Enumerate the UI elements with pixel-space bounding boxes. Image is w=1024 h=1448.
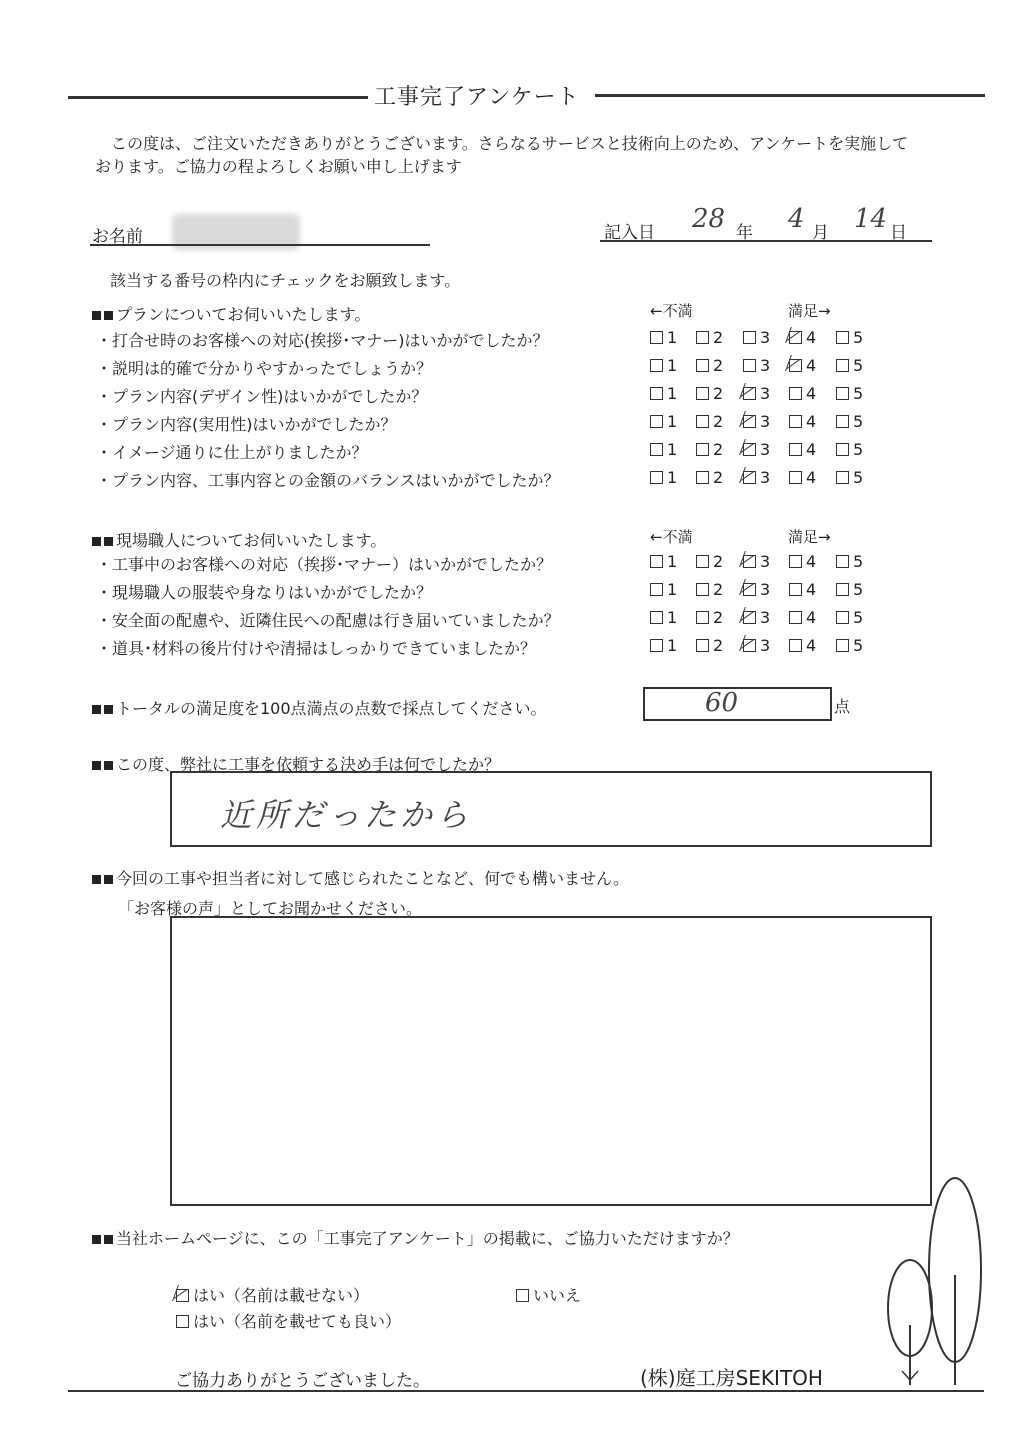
rating-option-label: 5 — [853, 328, 864, 347]
checkbox-icon[interactable] — [836, 471, 849, 484]
rating-option-3[interactable] — [743, 608, 770, 627]
plan-heading-text: プランについてお伺いいたします。 — [116, 305, 371, 324]
voice-heading-text: 今回の工事や担当者に対して感じられたことなど、何でも構いません。 — [116, 869, 629, 888]
scale-right-label: 満足→ — [788, 528, 831, 546]
rating-option-label: 5 — [853, 440, 864, 459]
rating-option-5[interactable] — [836, 468, 863, 487]
rating-option-1[interactable] — [650, 412, 677, 431]
rating-option-label: 4 — [806, 552, 817, 571]
rating-option-label: 1 — [667, 468, 678, 487]
rating-option-label: 2 — [713, 468, 724, 487]
bullet-square-icon — [104, 705, 113, 714]
question-text: ・説明は的確で分かりやすかったでしょうか？ — [96, 359, 433, 378]
checkbox-icon[interactable] — [789, 639, 802, 652]
checkbox-icon[interactable] — [650, 443, 663, 456]
rating-option-1[interactable] — [650, 580, 677, 599]
rating-option-label: 4 — [806, 384, 817, 403]
rating-option-2[interactable] — [696, 328, 723, 347]
date-day-unit: 日 — [890, 223, 907, 243]
checkbox-icon[interactable] — [650, 331, 663, 344]
checkbox-icon[interactable] — [743, 555, 756, 568]
rating-option-2[interactable] — [696, 412, 723, 431]
checkbox-icon[interactable] — [516, 1289, 529, 1302]
question-text: ・プラン内容、工事内容との金額のバランスはいかがでしたか？ — [96, 471, 560, 490]
question-row — [0, 328, 1024, 356]
option-label: はい（名前は載せない） — [193, 1286, 370, 1305]
question-row — [0, 552, 1024, 580]
rating-option-4[interactable] — [789, 328, 816, 347]
rating-option-3[interactable] — [743, 580, 770, 599]
checkbox-icon[interactable] — [650, 415, 663, 428]
date-month-value[interactable]: 4 — [788, 204, 805, 234]
date-rule — [600, 240, 932, 242]
rating-option-2[interactable] — [696, 384, 723, 403]
checkbox-icon[interactable] — [836, 583, 849, 596]
rating-option-label: 1 — [667, 356, 678, 375]
rating-option-label: 4 — [806, 412, 817, 431]
rating-option-5[interactable] — [836, 328, 863, 347]
rating-option-3[interactable] — [743, 384, 770, 403]
rating-option-2[interactable] — [696, 608, 723, 627]
total-score-heading — [92, 696, 547, 719]
checkbox-icon[interactable] — [696, 415, 709, 428]
checkbox-icon[interactable] — [789, 471, 802, 484]
rating-option-label: 3 — [760, 328, 771, 347]
rating-option-label: 2 — [713, 608, 724, 627]
rating-option-4[interactable] — [789, 608, 816, 627]
rating-option-5[interactable] — [836, 580, 863, 599]
rating-option-3[interactable] — [743, 468, 770, 487]
rating-option-4[interactable] — [789, 552, 816, 571]
rating-option-label: 2 — [713, 412, 724, 431]
reason-heading-text: この度、弊社に工事を依頼する決め手は何でしたか？ — [116, 755, 501, 774]
rating-option-label: 2 — [713, 328, 724, 347]
voice-subheading: 「お客様の声」としてお聞かせください。 — [118, 899, 423, 918]
checkbox-icon[interactable] — [743, 387, 756, 400]
question-text: ・打合せ時のお客様への対応(挨拶･マナー)はいかがでしたか？ — [96, 331, 549, 350]
date-year-unit: 年 — [736, 223, 753, 243]
bullet-square-icon — [104, 311, 113, 320]
question-text: ・安全面の配慮や、近隣住民への配慮は行き届いていましたか？ — [96, 611, 560, 630]
rating-option-4[interactable] — [789, 412, 816, 431]
question-row — [0, 468, 1024, 496]
rating-option-5[interactable] — [836, 608, 863, 627]
rating-option-label: 2 — [713, 384, 724, 403]
rating-option-label: 3 — [760, 608, 771, 627]
rating-option-5[interactable] — [836, 356, 863, 375]
check-instruction: 該当する番号の枠内にチェックをお願致します。 — [110, 271, 461, 290]
footer-rule — [68, 1390, 984, 1392]
total-score-unit: 点 — [834, 697, 851, 716]
checkbox-icon[interactable] — [836, 359, 849, 372]
date-label: 記入日 — [604, 223, 655, 243]
scale-left-label: ←不満 — [650, 528, 693, 546]
rating-option-label: 3 — [760, 580, 771, 599]
rating-option-label: 2 — [713, 552, 724, 571]
rating-option-label: 4 — [806, 636, 817, 655]
rating-option-1[interactable] — [650, 552, 677, 571]
scale-left-label: ←不満 — [650, 302, 693, 320]
rating-option-label: 4 — [806, 580, 817, 599]
checkbox-icon[interactable] — [836, 611, 849, 624]
rating-option-1[interactable] — [650, 440, 677, 459]
question-row — [0, 412, 1024, 440]
checkbox-icon[interactable] — [743, 583, 756, 596]
name-field[interactable] — [90, 244, 430, 246]
checkbox-icon[interactable] — [836, 639, 849, 652]
rating-option-2[interactable] — [696, 580, 723, 599]
homepage-option-yes-anon[interactable] — [176, 1283, 369, 1306]
bullet-square-icon — [92, 537, 101, 546]
rating-option-1[interactable] — [650, 608, 677, 627]
checkbox-icon[interactable] — [696, 359, 709, 372]
checkbox-icon[interactable] — [176, 1289, 189, 1302]
homepage-heading — [92, 1226, 739, 1249]
checkbox-icon[interactable] — [789, 555, 802, 568]
checkbox-icon[interactable] — [650, 471, 663, 484]
checkbox-icon[interactable] — [696, 331, 709, 344]
checkbox-icon[interactable] — [836, 331, 849, 344]
checkbox-icon[interactable] — [743, 359, 756, 372]
question-row — [0, 636, 1024, 664]
rating-option-label: 3 — [760, 412, 771, 431]
checkbox-icon[interactable] — [789, 387, 802, 400]
voice-field[interactable] — [170, 916, 932, 1206]
checkbox-icon[interactable] — [789, 331, 802, 344]
rating-option-label: 5 — [853, 608, 864, 627]
rating-option-label: 2 — [713, 440, 724, 459]
rating-option-1[interactable] — [650, 384, 677, 403]
rating-option-2[interactable] — [696, 468, 723, 487]
question-row — [0, 580, 1024, 608]
plan-section-heading — [92, 302, 370, 325]
checkbox-icon[interactable] — [836, 555, 849, 568]
rating-option-5[interactable] — [836, 636, 863, 655]
bullet-square-icon — [92, 761, 101, 770]
scale-right-label: 満足→ — [788, 302, 831, 320]
homepage-heading-text: 当社ホームページに、この「工事完了アンケート」の掲載に、ご協力いただけますか？ — [116, 1229, 739, 1248]
checkbox-icon[interactable] — [789, 359, 802, 372]
rating-option-label: 5 — [853, 636, 864, 655]
rating-option-label: 5 — [853, 356, 864, 375]
bullet-square-icon — [104, 875, 113, 884]
homepage-option-yes-named[interactable] — [176, 1309, 401, 1332]
checkbox-icon[interactable] — [696, 387, 709, 400]
rating-option-label: 4 — [806, 328, 817, 347]
question-text: ・プラン内容(実用性)はいかがでしたか？ — [96, 415, 397, 434]
checkbox-icon[interactable] — [743, 443, 756, 456]
company-name: (株)庭工房SEKITOH — [640, 1366, 823, 1390]
question-row — [0, 440, 1024, 468]
page-title: 工事完了アンケート — [374, 85, 580, 110]
rating-option-label: 2 — [713, 580, 724, 599]
rating-option-2[interactable] — [696, 356, 723, 375]
rating-option-4[interactable] — [789, 440, 816, 459]
rating-option-label: 3 — [760, 468, 771, 487]
checkbox-icon[interactable] — [789, 611, 802, 624]
title-rule-left — [68, 96, 368, 99]
rating-option-3[interactable] — [743, 356, 770, 375]
checkbox-icon[interactable] — [836, 387, 849, 400]
checkbox-icon[interactable] — [696, 555, 709, 568]
thanks-text: ご協力ありがとうございました。 — [175, 1371, 430, 1391]
rating-option-1[interactable] — [650, 636, 677, 655]
rating-option-label: 3 — [760, 440, 771, 459]
rating-option-2[interactable] — [696, 552, 723, 571]
tree-illustration-icon — [880, 1175, 990, 1395]
checkbox-icon[interactable] — [789, 443, 802, 456]
checkbox-icon[interactable] — [650, 583, 663, 596]
rating-option-label: 5 — [853, 384, 864, 403]
checkbox-icon[interactable] — [650, 555, 663, 568]
date-year-value[interactable]: 28 — [692, 204, 726, 234]
rating-option-label: 1 — [667, 440, 678, 459]
rating-option-5[interactable] — [836, 384, 863, 403]
rating-option-label: 1 — [667, 580, 678, 599]
checkbox-icon[interactable] — [743, 331, 756, 344]
rating-option-5[interactable] — [836, 412, 863, 431]
bullet-square-icon — [104, 1235, 113, 1244]
total-score-value: 60 — [705, 688, 739, 718]
bullet-square-icon — [92, 311, 101, 320]
intro-line-1: この度は、ご注文いただきありがとうございます。さらなるサービスと技術向上のため、アンケートを実施して — [111, 134, 909, 153]
checkbox-icon[interactable] — [650, 387, 663, 400]
rating-option-3[interactable] — [743, 328, 770, 347]
date-month-unit: 月 — [812, 223, 829, 243]
homepage-option-no[interactable] — [516, 1283, 581, 1306]
rating-option-label: 2 — [713, 356, 724, 375]
rating-option-label: 4 — [806, 440, 817, 459]
name-label: お名前 — [92, 227, 143, 247]
option-label: いいえ — [533, 1286, 582, 1305]
rating-option-5[interactable] — [836, 440, 863, 459]
checkbox-icon[interactable] — [743, 415, 756, 428]
rating-option-4[interactable] — [789, 384, 816, 403]
checkbox-icon[interactable] — [696, 639, 709, 652]
checkbox-icon[interactable] — [696, 583, 709, 596]
rating-option-label: 1 — [667, 608, 678, 627]
rating-option-3[interactable] — [743, 636, 770, 655]
checkbox-icon[interactable] — [836, 443, 849, 456]
option-label: はい（名前を載せても良い） — [193, 1312, 402, 1331]
rating-option-4[interactable] — [789, 468, 816, 487]
intro-text — [95, 132, 975, 178]
voice-heading — [92, 866, 629, 889]
rating-option-label: 1 — [667, 384, 678, 403]
rating-option-2[interactable] — [696, 636, 723, 655]
rating-option-3[interactable] — [743, 412, 770, 431]
rating-option-4[interactable] — [789, 636, 816, 655]
rating-option-label: 3 — [760, 636, 771, 655]
bullet-square-icon — [92, 875, 101, 884]
checkbox-icon[interactable] — [836, 415, 849, 428]
checkbox-icon[interactable] — [650, 359, 663, 372]
rating-option-label: 3 — [760, 356, 771, 375]
rating-option-5[interactable] — [836, 552, 863, 571]
rating-option-label: 1 — [667, 412, 678, 431]
checkbox-icon[interactable] — [789, 583, 802, 596]
question-text: ・イメージ通りに仕上がりましたか？ — [96, 443, 368, 462]
question-row — [0, 384, 1024, 412]
checkbox-icon[interactable] — [789, 415, 802, 428]
bullet-square-icon — [104, 761, 113, 770]
checkbox-icon[interactable] — [650, 639, 663, 652]
craft-heading-text: 現場職人についてお伺いいたします。 — [116, 531, 387, 550]
rating-option-1[interactable] — [650, 356, 677, 375]
rating-option-label: 3 — [760, 552, 771, 571]
rating-option-label: 5 — [853, 468, 864, 487]
checkbox-icon[interactable] — [696, 471, 709, 484]
checkbox-icon[interactable] — [743, 471, 756, 484]
rating-option-label: 5 — [853, 580, 864, 599]
checkbox-icon[interactable] — [176, 1315, 189, 1328]
rating-option-label: 4 — [806, 608, 817, 627]
question-row — [0, 608, 1024, 636]
rating-option-4[interactable] — [789, 580, 816, 599]
intro-line-2: おります。ご協力の程よろしくお願い申し上げます — [95, 157, 462, 176]
craft-section-heading — [92, 528, 386, 551]
rating-option-label: 4 — [806, 356, 817, 375]
date-day-value[interactable]: 14 — [854, 204, 888, 234]
total-score-heading-text: トータルの満足度を100点満点の点数で採点してください。 — [116, 699, 547, 718]
reason-answer: 近所だったから — [220, 796, 473, 834]
bullet-square-icon — [92, 1235, 101, 1244]
rating-option-3[interactable] — [743, 552, 770, 571]
question-text: ・現場職人の服装や身なりはいかがでしたか？ — [96, 583, 433, 602]
rating-option-label: 2 — [713, 636, 724, 655]
rating-option-3[interactable] — [743, 440, 770, 459]
rating-option-2[interactable] — [696, 440, 723, 459]
rating-option-1[interactable] — [650, 328, 677, 347]
question-row — [0, 356, 1024, 384]
checkbox-icon[interactable] — [743, 611, 756, 624]
rating-option-label: 4 — [806, 468, 817, 487]
rating-option-label: 1 — [667, 328, 678, 347]
rating-option-label: 1 — [667, 636, 678, 655]
checkbox-icon[interactable] — [650, 611, 663, 624]
question-text: ・工事中のお客様への対応（挨拶･マナー）はいかがでしたか？ — [96, 555, 553, 574]
title-rule-right — [595, 94, 985, 97]
rating-option-label: 5 — [853, 412, 864, 431]
checkbox-icon[interactable] — [743, 639, 756, 652]
rating-option-label: 3 — [760, 384, 771, 403]
rating-option-label: 5 — [853, 552, 864, 571]
bullet-square-icon — [92, 705, 101, 714]
checkbox-icon[interactable] — [696, 611, 709, 624]
rating-option-1[interactable] — [650, 468, 677, 487]
question-text: ・プラン内容(デザイン性)はいかがでしたか？ — [96, 387, 428, 406]
question-text: ・道具･材料の後片付けや清掃はしっかりできていましたか？ — [96, 639, 537, 658]
rating-option-4[interactable] — [789, 356, 816, 375]
rating-option-label: 1 — [667, 552, 678, 571]
bullet-square-icon — [104, 537, 113, 546]
checkbox-icon[interactable] — [696, 443, 709, 456]
